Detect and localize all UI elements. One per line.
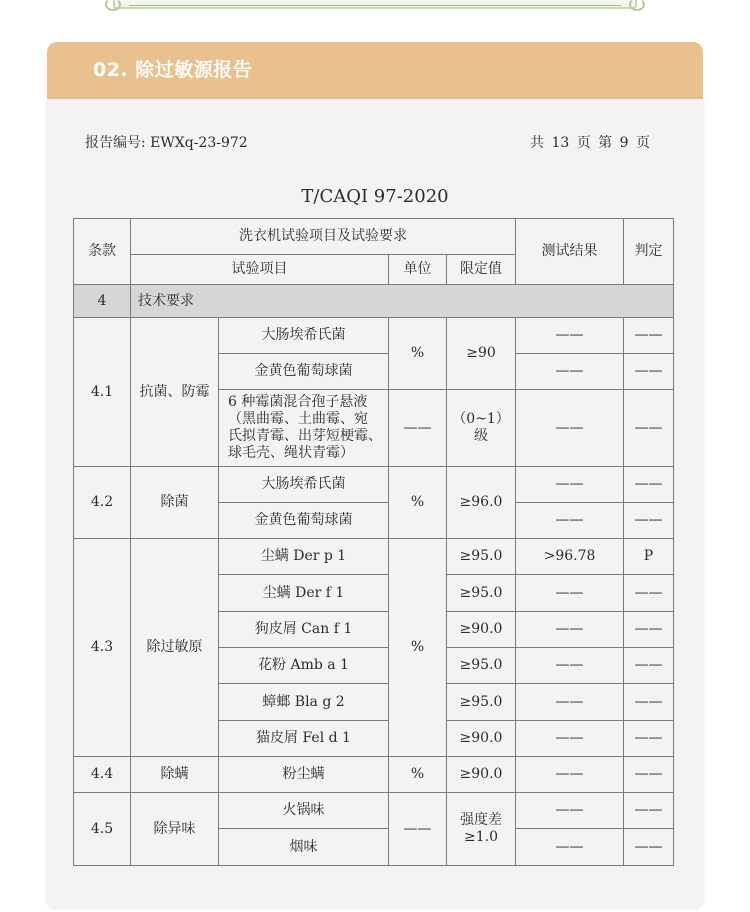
table-row [74, 467, 674, 503]
header-test-item: 试验项目 [131, 255, 389, 285]
unit-cell: % [389, 539, 447, 757]
judgement-cell: —— [624, 354, 674, 390]
test-item-line: 6 种霉菌混合孢子悬液 [228, 394, 368, 410]
test-item-cell: 金黄色葡萄球菌 [219, 354, 389, 390]
section-title: 02. 除过敏源报告 [93, 59, 253, 81]
header-test-group: 洗衣机试验项目及试验要求 [131, 219, 516, 255]
unit-cell: % [389, 318, 447, 390]
limit-cell: ≥90 [447, 318, 516, 390]
test-item-cell: 烟味 [219, 829, 389, 866]
header-limit: 限定值 [447, 255, 516, 285]
unit-cell: —— [389, 793, 447, 866]
report-number: 报告编号: EWXq-23-972 [85, 135, 248, 151]
judgement-cell: —— [624, 793, 674, 829]
section-header-bar [47, 42, 703, 99]
judgement-cell: —— [624, 684, 674, 721]
test-item-cell: 花粉 Amb a 1 [219, 648, 389, 684]
header-result: 测试结果 [516, 219, 624, 285]
limit-cell: ≥95.0 [447, 684, 516, 721]
page-info: 共 13 页 第 9 页 [530, 135, 650, 151]
judgement-cell: —— [624, 612, 674, 648]
clause-cell: 4.5 [74, 793, 131, 866]
judgement-cell: —— [624, 648, 674, 684]
decorative-frame-border [113, 0, 637, 9]
limit-cell: ≥95.0 [447, 648, 516, 684]
result-cell: —— [516, 793, 624, 829]
judgement-cell: P [624, 539, 674, 575]
result-cell: —— [516, 390, 624, 467]
test-item-line: 球毛壳、绳状青霉） [228, 445, 354, 461]
judgement-cell: —— [624, 721, 674, 757]
limit-cell: ≥95.0 [447, 539, 516, 575]
judgement-cell: —— [624, 575, 674, 612]
judgement-cell: —— [624, 318, 674, 354]
judgement-cell: —— [624, 829, 674, 866]
result-cell: —— [516, 575, 624, 612]
category-cell: 抗菌、防霉 [131, 318, 219, 467]
result-cell: —— [516, 354, 624, 390]
clause-cell: 4.3 [74, 539, 131, 757]
limit-cell: ≥96.0 [447, 467, 516, 539]
test-item-cell: 尘螨 Der p 1 [219, 539, 389, 575]
unit-cell: % [389, 467, 447, 539]
result-cell: —— [516, 684, 624, 721]
limit-line: ≥1.0 [464, 829, 498, 845]
result-cell: —— [516, 721, 624, 757]
test-item-line: 氏拟青霉、出芽短梗霉、 [228, 428, 382, 444]
clause-cell: 4.2 [74, 467, 131, 539]
test-item-cell: 大肠埃希氏菌 [219, 467, 389, 503]
table-section-row [74, 285, 674, 318]
test-item-cell [219, 390, 389, 467]
floral-ornament-icon [105, 0, 121, 11]
unit-cell: % [389, 757, 447, 793]
test-item-cell: 尘螨 Der f 1 [219, 575, 389, 612]
test-item-line: （黑曲霉、土曲霉、宛 [228, 411, 368, 427]
result-cell: —— [516, 503, 624, 539]
limit-cell [447, 390, 516, 467]
header-unit: 单位 [389, 255, 447, 285]
floral-ornament-icon [629, 0, 645, 11]
limit-cell: ≥90.0 [447, 757, 516, 793]
result-cell: >96.78 [516, 539, 624, 575]
test-item-cell: 狗皮屑 Can f 1 [219, 612, 389, 648]
judgement-cell: —— [624, 390, 674, 467]
table-row [74, 757, 674, 793]
table-row [74, 318, 674, 354]
result-cell: —— [516, 318, 624, 354]
limit-line: （0~1） [452, 411, 510, 427]
category-cell: 除异味 [131, 793, 219, 866]
judgement-cell: —— [624, 757, 674, 793]
category-cell: 除螨 [131, 757, 219, 793]
report-table [73, 218, 674, 866]
table-row [74, 793, 674, 829]
result-cell: —— [516, 648, 624, 684]
judgement-cell: —— [624, 467, 674, 503]
clause-cell: 4.1 [74, 318, 131, 467]
section-title-cell: 技术要求 [131, 285, 674, 318]
limit-line: 级 [474, 428, 488, 444]
clause-cell: 4.4 [74, 757, 131, 793]
test-item-cell: 火锅味 [219, 793, 389, 829]
clause-cell: 4 [74, 285, 131, 318]
result-cell: —— [516, 467, 624, 503]
test-item-cell: 粉尘螨 [219, 757, 389, 793]
category-cell: 除过敏原 [131, 539, 219, 757]
table-row [74, 539, 674, 575]
limit-cell: ≥95.0 [447, 575, 516, 612]
unit-cell: —— [389, 390, 447, 467]
result-cell: —— [516, 757, 624, 793]
frame-inner-line [129, 5, 621, 6]
header-clause: 条款 [74, 219, 131, 285]
limit-cell: ≥90.0 [447, 721, 516, 757]
table-header-row [74, 219, 674, 255]
judgement-cell: —— [624, 503, 674, 539]
test-item-cell: 猫皮屑 Fel d 1 [219, 721, 389, 757]
limit-cell [447, 793, 516, 866]
standard-title: T/CAQI 97-2020 [301, 186, 449, 207]
limit-line: 强度差 [460, 812, 502, 828]
result-cell: —— [516, 612, 624, 648]
header-judgement: 判定 [624, 219, 674, 285]
test-item-cell: 金黄色葡萄球菌 [219, 503, 389, 539]
test-item-cell: 蟑螂 Bla g 2 [219, 684, 389, 721]
category-cell: 除菌 [131, 467, 219, 539]
result-cell: —— [516, 829, 624, 866]
test-item-cell: 大肠埃希氏菌 [219, 318, 389, 354]
limit-cell: ≥90.0 [447, 612, 516, 648]
